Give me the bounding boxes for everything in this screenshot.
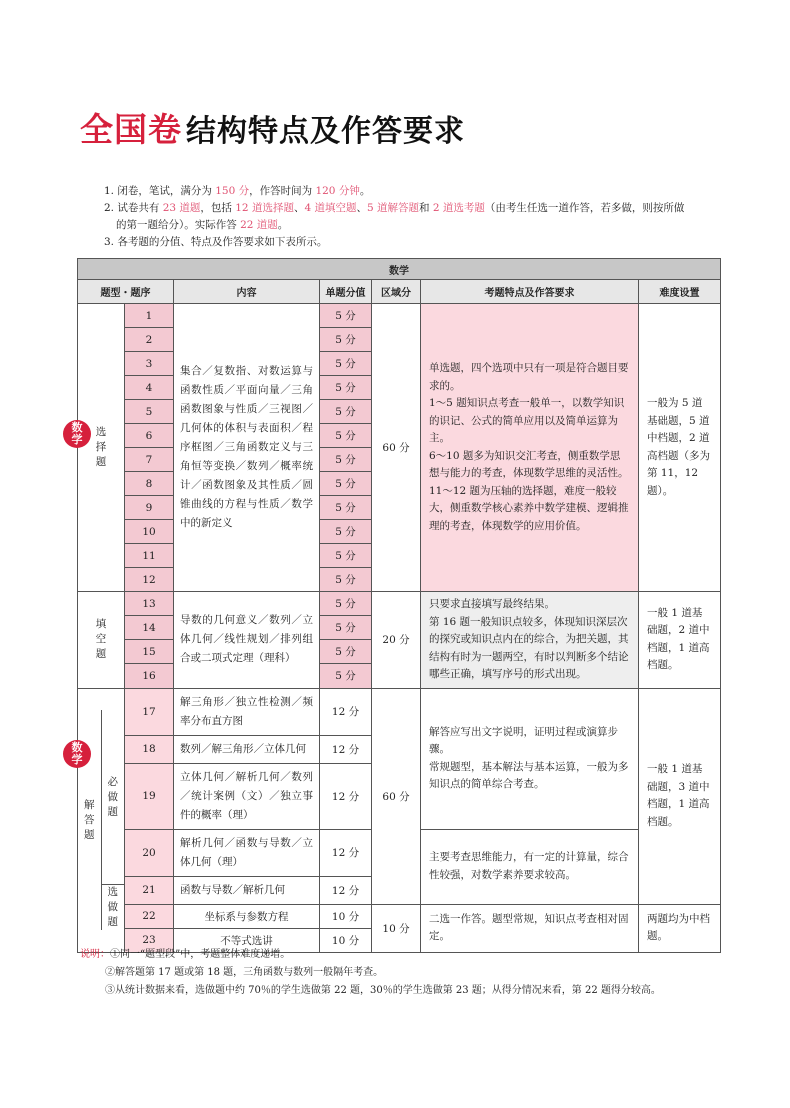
question-score: 12 分 bbox=[320, 763, 372, 829]
question-number: 3 bbox=[125, 352, 174, 376]
question-number: 4 bbox=[125, 376, 174, 400]
table-row bbox=[78, 904, 721, 928]
question-number: 20 bbox=[125, 829, 174, 876]
question-score: 5 分 bbox=[320, 640, 372, 664]
question-score: 5 分 bbox=[320, 544, 372, 568]
feature-jieda-2: 主要考查思维能力，有一定的计算量，综合性较强，对数学素养要求较高。 bbox=[421, 829, 639, 904]
question-number: 18 bbox=[125, 735, 174, 763]
question-number: 21 bbox=[125, 876, 174, 904]
note-2: ②解答题第 17 题或第 18 题，三角函数与数列一般隔年考查。 bbox=[105, 967, 384, 978]
question-number: 5 bbox=[125, 400, 174, 424]
type-label-jieda-main: 解 答 题 bbox=[78, 710, 102, 930]
intro-item-1: 1. 闭卷，笔试，满分为 150 分，作答时间为 120 分钟。 bbox=[104, 185, 371, 197]
table-header-row bbox=[78, 280, 721, 304]
content-xuanze: 集合／复数指、对数运算与函数性质／平面向量／三角函数图象与性质／三视图／几何体的体积与表面积／程序框图／三角函数定义与三角恒等变换／数列／概率统计／函数图象及其性质／圆锥曲线的方程与性质／数学中的新定义 bbox=[174, 304, 320, 592]
question-score: 5 分 bbox=[320, 592, 372, 616]
type-label-jieda bbox=[78, 688, 125, 952]
difficulty-xuanzuo: 两题均为中档题。 bbox=[639, 904, 721, 952]
content-jieda: 解三角形／独立性检测／频率分布直方图 bbox=[174, 688, 320, 735]
question-score: 5 分 bbox=[320, 424, 372, 448]
content-xuanzuo: 坐标系与参数方程 bbox=[174, 904, 320, 928]
table-row bbox=[78, 688, 721, 735]
question-score: 5 分 bbox=[320, 496, 372, 520]
notes bbox=[80, 946, 740, 1000]
table-row bbox=[78, 592, 721, 616]
question-score: 12 分 bbox=[320, 876, 372, 904]
feature-xuanzuo: 二选一作答。题型常规，知识点考查相对固定。 bbox=[421, 904, 639, 952]
header-feature: 考题特点及作答要求 bbox=[421, 280, 639, 304]
question-number: 11 bbox=[125, 544, 174, 568]
exam-structure-table bbox=[77, 258, 721, 953]
question-score: 5 分 bbox=[320, 568, 372, 592]
content-jieda: 数列／解三角形／立体几何 bbox=[174, 735, 320, 763]
question-number: 6 bbox=[125, 424, 174, 448]
subject-badge-1: 数 学 bbox=[63, 420, 91, 448]
question-score: 5 分 bbox=[320, 328, 372, 352]
question-score: 5 分 bbox=[320, 448, 372, 472]
title-red: 全国卷 bbox=[80, 110, 182, 149]
sub-label-bizuo: 必 做 题 bbox=[102, 710, 125, 885]
content-xuanzuo: 不等式选讲 bbox=[174, 928, 320, 952]
note-1: 说明：①同一“题型段”中，考题整体难度递增。 bbox=[80, 949, 291, 960]
question-number: 22 bbox=[125, 904, 174, 928]
header-score: 单题分值 bbox=[320, 280, 372, 304]
intro-list bbox=[104, 183, 724, 251]
type-sub-labels bbox=[102, 710, 125, 930]
question-number: 23 bbox=[125, 928, 174, 952]
region-score-xuanzuo: 10 分 bbox=[372, 904, 421, 952]
question-number: 9 bbox=[125, 496, 174, 520]
question-score: 5 分 bbox=[320, 352, 372, 376]
question-number: 14 bbox=[125, 616, 174, 640]
content-jieda: 立体几何／解析几何／数列／统计案例（文）／独立事件的概率（理） bbox=[174, 763, 320, 829]
header-region: 区域分 bbox=[372, 280, 421, 304]
table-row bbox=[78, 304, 721, 328]
question-score: 5 分 bbox=[320, 400, 372, 424]
sub-label-xuanzuo: 选 做 题 bbox=[107, 886, 118, 928]
question-score: 5 分 bbox=[320, 376, 372, 400]
feature-tiankong: 只要求直接填写最终结果。 第 16 题一般知识点较多，体现知识深层次的探究或知识点内在的综合，为把关题，其结构有时为一题两空，有时以判断多个结论哪些正确，填写序号的形式出现。 bbox=[421, 592, 639, 689]
page-title bbox=[80, 104, 465, 151]
question-number: 2 bbox=[125, 328, 174, 352]
question-number: 12 bbox=[125, 568, 174, 592]
question-score: 5 分 bbox=[320, 304, 372, 328]
content-tiankong: 导数的几何意义／数列／立体几何／线性规划／排列组合或二项式定理（理科） bbox=[174, 592, 320, 689]
header-difficulty: 难度设置 bbox=[639, 280, 721, 304]
difficulty-xuanze: 一般为 5 道基础题，5 道中档题，2 道高档题（多为第 11，12 题）。 bbox=[639, 304, 721, 592]
question-number: 15 bbox=[125, 640, 174, 664]
intro-item-2-cont: 的第一题给分）。实际作答 22 道题。 bbox=[116, 219, 289, 231]
content-jieda: 解析几何／函数与导数／立体几何（理） bbox=[174, 829, 320, 876]
question-number: 8 bbox=[125, 472, 174, 496]
question-score: 12 分 bbox=[320, 829, 372, 876]
question-number: 17 bbox=[125, 688, 174, 735]
question-score: 5 分 bbox=[320, 664, 372, 688]
note-3: ③从统计数据来看，选做题中约 70％的学生选做第 22 题，30％的学生选做第 23 题；从得分情况来看，第 22 题得分较高。 bbox=[105, 985, 661, 996]
question-score: 5 分 bbox=[320, 520, 372, 544]
region-score-tiankong: 20 分 bbox=[372, 592, 421, 689]
difficulty-jieda: 一般 1 道基础题，3 道中档题，1 道高档题。 bbox=[639, 688, 721, 904]
question-score: 10 分 bbox=[320, 904, 372, 928]
title-black: 结构特点及作答要求 bbox=[186, 114, 465, 149]
type-label-tiankong: 填 空 题 bbox=[78, 592, 125, 689]
intro-item-3: 3. 各考题的分值、特点及作答要求如下表所示。 bbox=[104, 236, 328, 248]
question-number: 7 bbox=[125, 448, 174, 472]
content-jieda: 函数与导数／解析几何 bbox=[174, 876, 320, 904]
question-number: 10 bbox=[125, 520, 174, 544]
feature-jieda-1: 解答应写出文字说明，证明过程或演算步骤。 常规题型，基本解法与基本运算，一般为多知识点的简单综合考查。 bbox=[421, 688, 639, 829]
subject-badge-2: 数 学 bbox=[63, 740, 91, 768]
difficulty-tiankong: 一般 1 道基础题，2 道中档题，1 道高档题。 bbox=[639, 592, 721, 689]
question-score: 12 分 bbox=[320, 735, 372, 763]
question-score: 12 分 bbox=[320, 688, 372, 735]
question-score: 10 分 bbox=[320, 928, 372, 952]
region-score-xuanze: 60 分 bbox=[372, 304, 421, 592]
question-score: 5 分 bbox=[320, 472, 372, 496]
feature-xuanze: 单选题，四个选项中只有一项是符合题目要求的。 1～5 题知识点考查一般单一，以数学知识的识记、公式的简单应用以及简单运算为主。 6～10 题多为知识交汇考查，侧重数学思想与能力的考查，体现数学思维的灵活性。 11～12 题为压轴的选择题，难度一般较大，侧重数学核心素养中数学建模、逻辑推理的考查，体现数学的应用价值。 bbox=[421, 304, 639, 592]
question-number: 16 bbox=[125, 664, 174, 688]
region-score-jieda: 60 分 bbox=[372, 688, 421, 904]
question-number: 13 bbox=[125, 592, 174, 616]
type-label-xuanze: 选 择 题 bbox=[78, 304, 125, 592]
table-subject: 数学 bbox=[78, 259, 721, 280]
intro-item-2: 2. 试卷共有 23 道题，包括 12 道选择题、4 道填空题、5 道解答题和 2 道选考题（由考生任选一道作答，若多做，则按所做 bbox=[104, 202, 685, 214]
question-number: 19 bbox=[125, 763, 174, 829]
question-number: 1 bbox=[125, 304, 174, 328]
header-content: 内容 bbox=[174, 280, 320, 304]
header-type: 题型・题序 bbox=[78, 280, 174, 304]
question-score: 5 分 bbox=[320, 616, 372, 640]
